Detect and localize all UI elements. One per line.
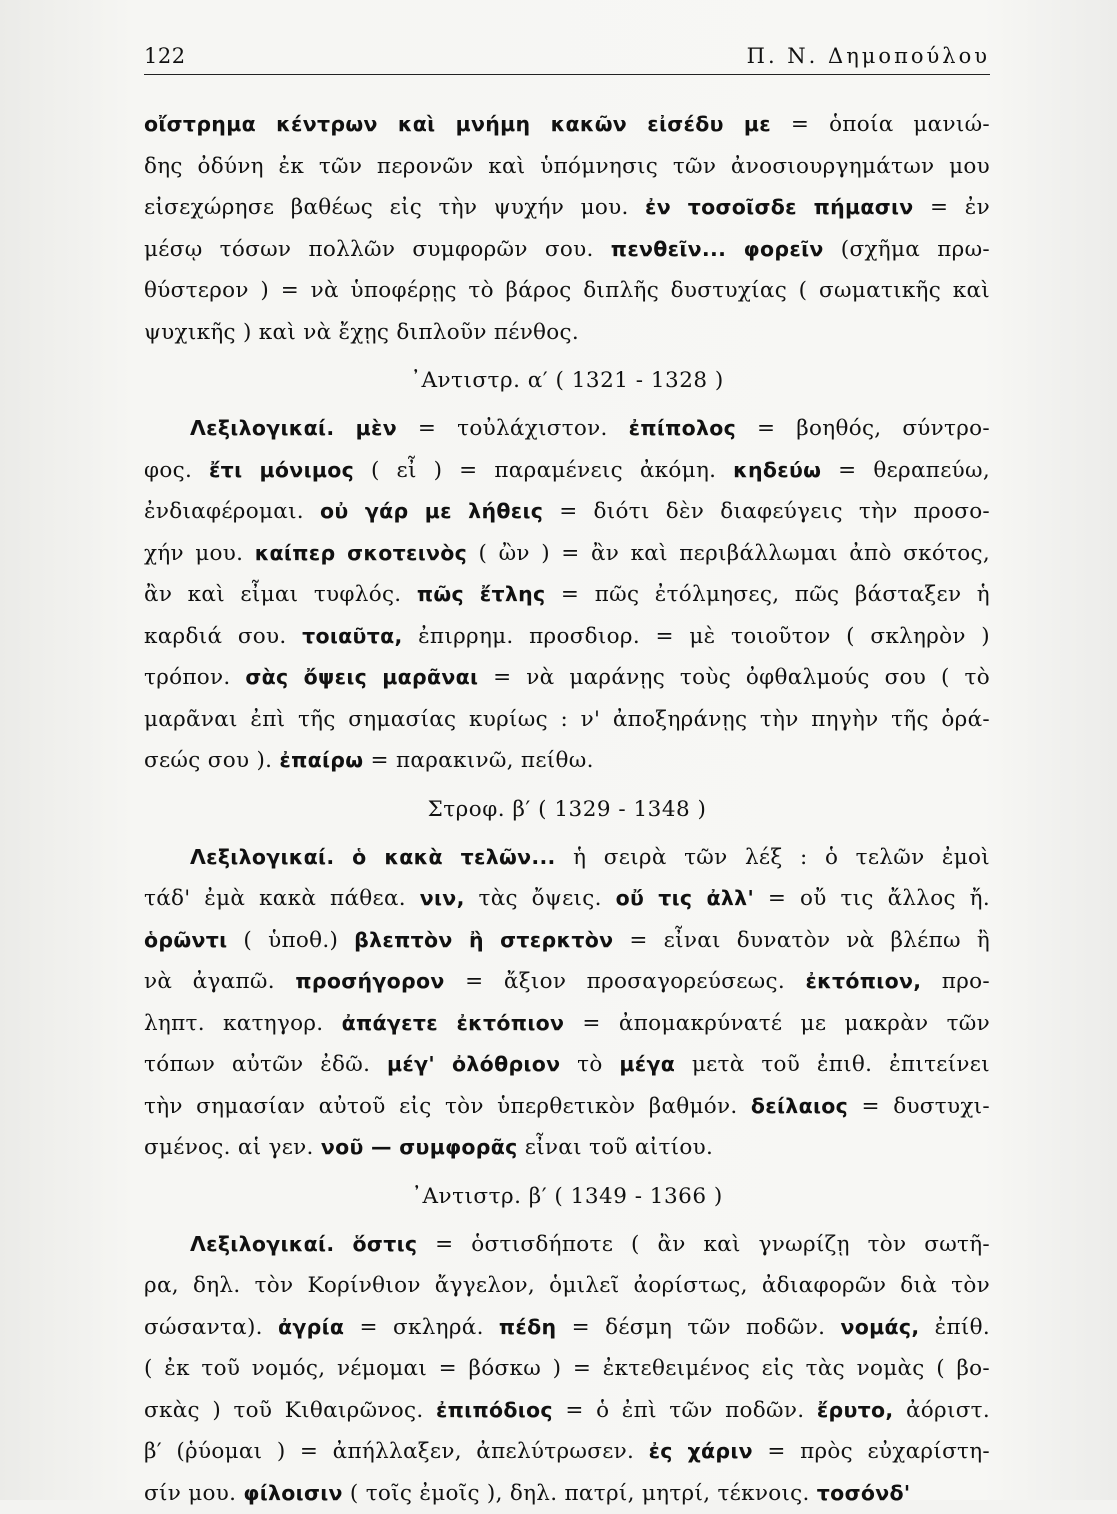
text-line [144, 1431, 990, 1473]
lemma-term: φίλοισιν [243, 1481, 342, 1505]
text-line [144, 533, 990, 575]
gloss-text: ἂν καὶ εἶμαι τυφλός. [144, 582, 417, 607]
gloss-text: = πῶς ἐτόλμησες, πῶς βάσταξεν ἡ [545, 582, 990, 607]
lemma-term: ἐν τοσοῖσδε πήμασιν [645, 195, 914, 219]
text-line [144, 270, 990, 312]
text-line [144, 104, 990, 146]
lemma-term: Λεξιλογικαί. ὁ κακὰ τελῶν... [190, 845, 556, 869]
lemma-term: τοσόνδ' [817, 1481, 911, 1505]
text-line [144, 574, 990, 616]
section-heading-antistrophe-b: ᾿Αντιστρ. β′ ( 1349 - 1366 ) [144, 1169, 990, 1224]
text-line [144, 1473, 990, 1514]
gloss-text: προ- [921, 969, 990, 994]
lemma-term: δείλαιος [751, 1094, 848, 1118]
gloss-text: καρδιά σου. [144, 624, 302, 649]
gloss-text: = ἐν [914, 195, 990, 220]
text-line [144, 1348, 990, 1390]
gloss-text: ληπτ. κατηγορ. [144, 1011, 342, 1036]
text-line [144, 699, 990, 741]
gloss-text: ( τοῖς ἐμοῖς ), δηλ. πατρί, μητρί, τέκνοις. [343, 1481, 817, 1506]
gloss-text: ἡ σειρὰ τῶν λέξ : ὁ τελῶν ἐμοὶ [556, 845, 990, 870]
gloss-text: σεώς σου ). [144, 748, 279, 773]
gloss-text: σμένος. αἱ γεν. [144, 1135, 321, 1160]
text-line [144, 1044, 990, 1086]
gloss-text: = νὰ μαράνῃς τοὺς ὀφθαλμούς σου ( τὸ [478, 665, 990, 690]
text-line [144, 187, 990, 229]
gloss-text: θύστερον ) = νὰ ὑποφέρῃς τὸ βάρος διπλῆς δυστυχίας ( σωματικῆς καὶ [144, 278, 990, 303]
paragraph-2 [144, 408, 990, 782]
body-text [144, 104, 990, 1514]
gloss-text: τάδ' ἐμὰ κακὰ πάθεα. [144, 886, 420, 911]
text-line [144, 312, 990, 354]
gloss-text: μετὰ τοῦ ἐπιθ. ἐπιτείνει [675, 1052, 990, 1077]
gloss-text: = διότι δὲν διαφεύγεις τὴν προσο- [543, 499, 990, 524]
lemma-term: ἐπαίρω [279, 748, 363, 772]
lemma-term: οὐ γάρ με λήθεις [320, 499, 543, 523]
gloss-text: μαρᾶναι ἐπὶ τῆς σημασίας κυρίως : ν' ἀποξηράνῃς τὴν πηγὴν τῆς ὁρά- [144, 707, 990, 732]
gloss-text: = εἶναι δυνατὸν νὰ βλέπω ἢ [613, 928, 990, 953]
lemma-term: καίπερ σκοτεινὸς [255, 541, 467, 565]
text-line [144, 961, 990, 1003]
text-line [144, 740, 990, 782]
gloss-text: ἐπίθ. [919, 1315, 990, 1340]
gloss-text: ἐπιρρημ. προσδιορ. = μὲ τοιοῦτον ( σκληρὸν ) [403, 624, 990, 649]
gloss-text: ψυχικῆς ) καὶ νὰ ἔχῃς διπλοῦν πένθος. [144, 320, 579, 345]
gloss-text: = δυστυχι- [848, 1094, 990, 1119]
lemma-term: νιν, [420, 886, 465, 910]
text-line [144, 616, 990, 658]
gloss-text: ἐνδιαφέρομαι. [144, 499, 320, 524]
gloss-text: = δέσμη τῶν ποδῶν. [556, 1315, 840, 1340]
lemma-term: ἀγρία [278, 1315, 344, 1339]
lemma-term: ὁρῶντι [144, 928, 227, 952]
text-line [144, 450, 990, 492]
lemma-term: νοῦ — συμφορᾶς [321, 1135, 518, 1159]
gloss-text: χήν μου. [144, 541, 255, 566]
text-line [144, 657, 990, 699]
gloss-text: εἰσεχώρησε βαθέως εἰς τὴν ψυχήν μου. [144, 195, 645, 220]
lemma-term: ἐκτόπιον, [805, 969, 921, 993]
lemma-term: ἐπίπολος [629, 416, 737, 440]
gloss-text: σίν μου. [144, 1481, 243, 1506]
gloss-text: (σχῆμα πρω- [824, 237, 990, 262]
gloss-text: δης ὀδύνη ἐκ τῶν περονῶν καὶ ὑπόμνησις τῶν ἀνοσιουργημάτων μου [144, 154, 990, 179]
gloss-text: = πρὸς εὐχαρίστη- [753, 1439, 990, 1464]
gloss-text: = θεραπεύω, [821, 458, 990, 483]
text-line [144, 491, 990, 533]
text-line [144, 1224, 990, 1266]
text-line [144, 1086, 990, 1128]
lemma-term: ἔτι μόνιμος [209, 458, 354, 482]
page-header [144, 40, 990, 75]
gloss-text: εἶναι τοῦ αἰτίου. [518, 1135, 714, 1160]
gloss-text: = οὔ τις ἄλλος ἤ. [754, 886, 990, 911]
page-number: 122 [144, 44, 186, 68]
gloss-text: ( ὢν ) = ἂν καὶ περιβάλλωμαι ἀπὸ σκότος, [467, 541, 990, 566]
paragraph-4 [144, 1224, 990, 1514]
gloss-text: ( ἐκ τοῦ νομός, νέμομαι = βόσκω ) = ἐκτεθειμένος εἰς τὰς νομὰς ( βο- [144, 1356, 990, 1381]
lemma-term: πέδη [499, 1315, 557, 1339]
section-heading-strophe-b: Στροφ. β′ ( 1329 - 1348 ) [144, 782, 990, 837]
lemma-term: ἐς χάριν [649, 1439, 753, 1463]
gloss-text: τὴν σημασίαν αὐτοῦ εἰς τὸν ὑπερθετικὸν βαθμόν. [144, 1094, 751, 1119]
lemma-term: οἴστρημα κέντρων καὶ μνήμη κακῶν εἰσέδυ με [144, 112, 771, 136]
text-line [144, 837, 990, 879]
text-line [144, 1390, 990, 1432]
lemma-term: μέγα [619, 1052, 675, 1076]
gloss-text: = σκληρά. [344, 1315, 499, 1340]
lemma-term: ἐπιπόδιος [436, 1398, 553, 1422]
gloss-text: τρόπον. [144, 665, 245, 690]
gloss-text: μέσῳ τόσων πολλῶν συμφορῶν σου. [144, 237, 611, 262]
gloss-text: νὰ ἀγαπῶ. [144, 969, 295, 994]
gloss-text: σκὰς ) τοῦ Κιθαιρῶνος. [144, 1398, 436, 1423]
lemma-term: οὔ τις ἀλλ' [616, 886, 754, 910]
gloss-text: ( ὑποθ.) [227, 928, 354, 953]
lemma-term: Λεξιλογικαί. μὲν [190, 416, 397, 440]
gloss-text: τὰς ὄψεις. [465, 886, 616, 911]
gloss-text: σώσαντα). [144, 1315, 278, 1340]
gloss-text: = ὁποία μανιώ- [771, 112, 990, 137]
text-line [144, 408, 990, 450]
running-head: Π. Ν. Δημοπούλου [747, 44, 990, 68]
lemma-term: πῶς ἔτλης [417, 582, 546, 606]
gloss-text: τόπων αὐτῶν ἐδῶ. [144, 1052, 387, 1077]
lemma-term: ἔρυτο, [817, 1398, 894, 1422]
text-line [144, 229, 990, 271]
gloss-text: = παρακινῶ, πείθω. [363, 748, 593, 773]
gloss-text: ρα, δηλ. τὸν Κορίνθιον ἄγγελον, ὁμιλεῖ ἀορίστως, ἀδιαφορῶν διὰ τὸν [144, 1273, 990, 1298]
text-line [144, 878, 990, 920]
text-line [144, 920, 990, 962]
gloss-text: = βοηθός, σύντρο- [736, 416, 990, 441]
lemma-term: μέγ' ὀλόθριον [387, 1052, 560, 1076]
gloss-text: = τοὐλάχιστον. [397, 416, 629, 441]
text-line [144, 1307, 990, 1349]
gloss-text: = ὁ ἐπὶ τῶν ποδῶν. [553, 1398, 817, 1423]
lemma-term: Λεξιλογικαί. ὅστις [190, 1232, 417, 1256]
gloss-text: = ὁστισδήποτε ( ἂν καὶ γνωρίζῃ τὸν σωτῆ- [417, 1232, 990, 1257]
gloss-text: φος. [144, 458, 209, 483]
lemma-term: κηδεύω [733, 458, 821, 482]
gloss-text: ( εἶ ) = παραμένεις ἀκόμη. [354, 458, 733, 483]
text-line [144, 1265, 990, 1307]
gloss-text: = ἀπομακρύνατέ με μακρὰν τῶν [564, 1011, 990, 1036]
lemma-term: πενθεῖν... φορεῖν [611, 237, 824, 261]
lemma-term: βλεπτὸν ἢ στερκτὸν [354, 928, 613, 952]
text-line [144, 1003, 990, 1045]
lemma-term: νομάς, [840, 1315, 919, 1339]
lemma-term: ἀπάγετε ἐκτόπιον [342, 1011, 565, 1035]
gloss-text: β′ (ῥύομαι ) = ἀπήλλαξεν, ἀπελύτρωσεν. [144, 1439, 649, 1464]
paragraph-3 [144, 837, 990, 1169]
gloss-text: = ἄξιον προσαγορεύσεως. [445, 969, 806, 994]
paragraph-1 [144, 104, 990, 353]
section-heading-antistrophe-a: ᾿Αντιστρ. α′ ( 1321 - 1328 ) [144, 353, 990, 408]
text-line [144, 146, 990, 188]
lemma-term: σὰς ὄψεις μαρᾶναι [245, 665, 478, 689]
gloss-text: ἀόριστ. [894, 1398, 990, 1423]
text-line [144, 1127, 990, 1169]
lemma-term: προσήγορον [295, 969, 444, 993]
lemma-term: τοιαῦτα, [302, 624, 402, 648]
gloss-text: τὸ [560, 1052, 619, 1077]
